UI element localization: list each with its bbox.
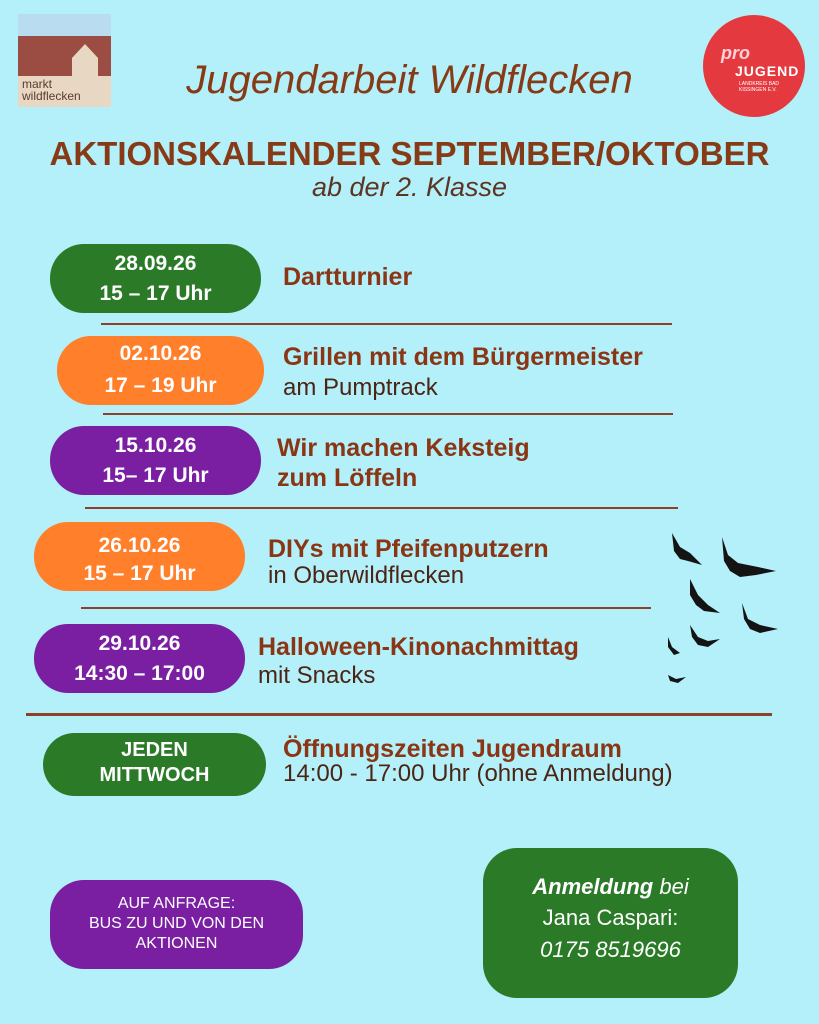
event-title: Grillen mit dem Bürgermeister [283,343,643,371]
bat-icon [742,603,778,633]
event-time: 17 – 19 Uhr [104,374,217,397]
event-title-line2: zum Löffeln [277,464,418,492]
event-date-pill [50,244,261,313]
bat-icon [672,533,702,565]
registration-box [483,848,738,998]
bats-decoration [660,525,785,690]
bat-icon [668,675,686,683]
event-time: 15– 17 Uhr [102,464,209,487]
logo-sub-text: LANDKREIS BAD KISSINGEN E.V. [739,81,780,93]
bat-icon [668,637,680,655]
registration-phone[interactable]: 0175 8519696 [540,937,681,962]
logo-pro-text: pro [721,43,750,63]
event-title: Wir machen Keksteig [277,434,530,462]
event-subtitle: in Oberwildflecken [268,562,465,589]
divider [103,413,673,415]
event-date-pill [57,336,264,405]
registration-label-rest: bei [653,874,689,899]
event-time: 14:30 – 17:00 [74,662,205,685]
bus-info-box [50,880,303,969]
event-subtitle: am Pumptrack [283,374,438,401]
logo-sky [18,14,111,36]
event-title: Halloween-Kinonachmittag [258,633,579,661]
weekly-pill [43,733,266,796]
logo-house-gable [72,44,98,58]
divider [85,507,678,509]
event-date: 28.09.26 [114,252,197,275]
bat-icon [690,579,720,613]
calendar-subheading: ab der 2. Klasse [311,172,508,202]
event-date: 02.10.26 [119,342,202,365]
weekly-line2: MITTWOCH [99,764,210,786]
event-time: 15 – 17 Uhr [99,282,212,305]
registration-name: Jana Caspari: [542,905,679,930]
bus-line2: BUS ZU UND VON DEN [88,915,265,932]
bat-icon [690,625,720,647]
event-title: DIYs mit Pfeifenputzern [268,535,549,563]
event-date: 26.10.26 [98,534,181,557]
event-subtitle: mit Snacks [258,662,376,689]
event-date: 15.10.26 [114,434,197,457]
divider [101,323,672,325]
weekly-line1: JEDEN [121,739,188,761]
section-divider [26,713,772,716]
event-title: Dartturnier [283,263,413,291]
logo-jugend-text: JUGEND [735,63,800,79]
calendar-heading: AKTIONSKALENDER SEPTEMBER/OKTOBER [49,135,770,172]
event-date-pill [34,522,245,591]
bus-line3: AKTIONEN [135,935,218,952]
event-date: 29.10.26 [98,632,181,655]
event-date-pill [50,426,261,495]
bus-line1: AUF ANFRAGE: [117,895,236,912]
registration-label: Anmeldung [532,874,654,899]
logo-left-text: markt wildflecken [22,77,81,103]
event-time: 15 – 17 Uhr [83,562,196,585]
page-title: Jugendarbeit Wildflecken [186,58,633,102]
weekly-title: Öffnungszeiten Jugendraum [283,735,622,763]
divider [81,607,651,609]
bat-icon [722,537,776,577]
event-date-pill [34,624,245,693]
weekly-subtitle: 14:00 - 17:00 Uhr (ohne Anmeldung) [283,760,673,787]
